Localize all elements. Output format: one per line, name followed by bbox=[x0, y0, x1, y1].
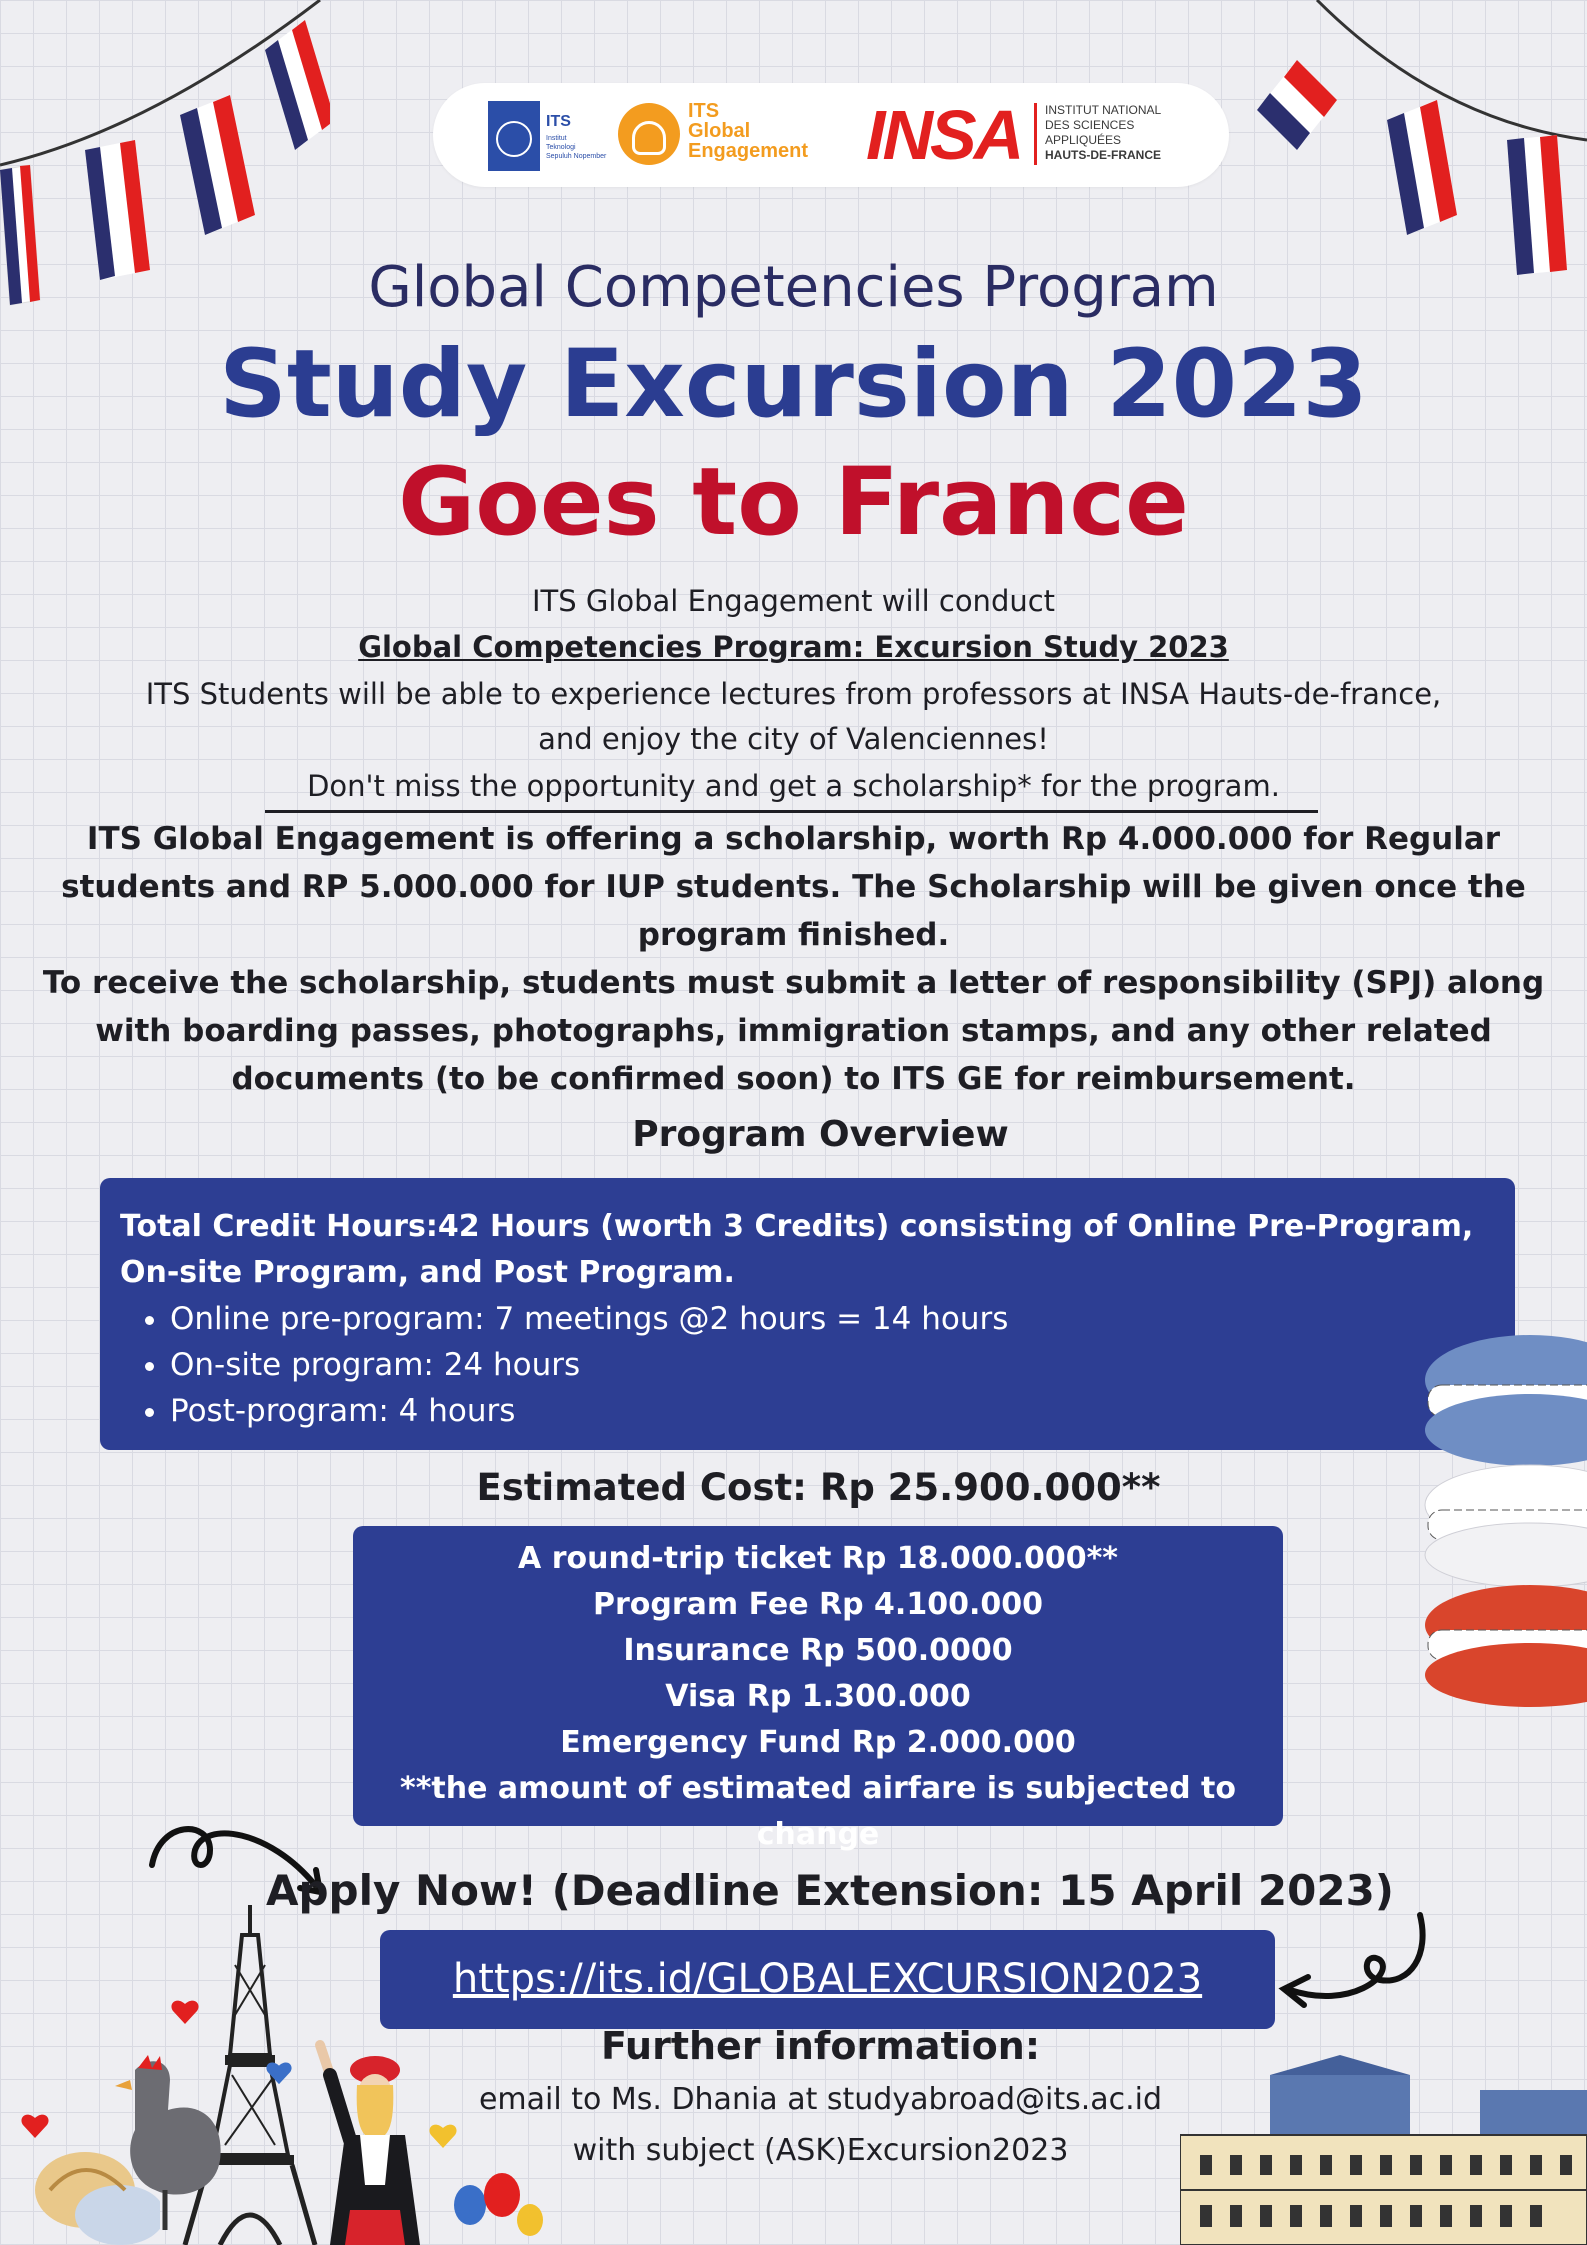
divider bbox=[265, 810, 1318, 813]
flag-3 bbox=[180, 95, 255, 235]
insa-logo-sub: HAUTS-DE-FRANCE bbox=[1045, 148, 1161, 162]
list-item: • On-site program: 24 hours bbox=[170, 1342, 1495, 1388]
scholarship-requirement: documents (to be confirmed soon) to ITS GE for reimbursement. bbox=[231, 1061, 1356, 1097]
flag-4 bbox=[265, 20, 330, 150]
ge-logo-line: ITS bbox=[688, 100, 720, 122]
list-item: • Online pre-program: 7 meetings @2 hours = 14 hours bbox=[170, 1296, 1495, 1342]
insa-logo-sub: DES SCIENCES bbox=[1045, 118, 1135, 132]
its-logo-name: ITS bbox=[546, 113, 571, 130]
contact-email: email to Ms. Dhania at studyabroad@its.ac.id bbox=[478, 2082, 1163, 2117]
balloons-icon bbox=[440, 2160, 550, 2245]
heart-icon bbox=[170, 1998, 200, 2026]
cost-box bbox=[353, 1526, 1283, 1852]
intro-text: ITS Global Engagement will conduct bbox=[531, 584, 1056, 618]
macarons-icon bbox=[1420, 1320, 1587, 1740]
program-subtitle: Global Competencies Program bbox=[368, 255, 1219, 320]
heart-icon bbox=[428, 2122, 458, 2150]
heart-icon bbox=[265, 2060, 293, 2086]
cost-title: Estimated Cost: Rp 25.900.000** bbox=[476, 1466, 1161, 1509]
page-title: Study Excursion 2023 bbox=[219, 330, 1368, 439]
contact-subject: with subject (ASK)Excursion2023 bbox=[572, 2133, 1069, 2168]
page-title-secondary: Goes to France bbox=[398, 448, 1189, 557]
global-engagement-logo bbox=[618, 99, 848, 173]
insa-logo-word: INSA bbox=[866, 96, 1022, 174]
cost-item: A round-trip ticket Rp 18.000.000** bbox=[518, 1541, 1118, 1576]
intro-callout: Don't miss the opportunity and get a scholarship* for the program. bbox=[307, 769, 1280, 803]
further-info-title: Further information: bbox=[600, 2024, 1041, 2068]
insa-logo-sub: INSTITUT NATIONAL bbox=[1045, 103, 1162, 117]
overview-list bbox=[120, 1296, 1495, 1434]
intro-text: and enjoy the city of Valenciennes! bbox=[538, 722, 1049, 756]
global-engagement-emblem-icon bbox=[618, 103, 680, 165]
flag-7 bbox=[1507, 135, 1567, 275]
intro-text: ITS Students will be able to experience lectures from professors at INSA Hauts-de-france, bbox=[145, 677, 1442, 711]
insa-logo-divider bbox=[1034, 103, 1037, 165]
cost-item: Program Fee Rp 4.100.000 bbox=[593, 1587, 1043, 1622]
flag-6 bbox=[1387, 100, 1457, 235]
intro-program-name: Global Competencies Program: Excursion Study 2023 bbox=[358, 630, 1229, 664]
logo-bar bbox=[433, 83, 1229, 187]
overview-box bbox=[100, 1178, 1515, 1450]
its-emblem-icon bbox=[488, 101, 540, 171]
registration-link[interactable]: https://its.id/GLOBALEXCURSION2023 bbox=[452, 1956, 1203, 2002]
cost-footnote: **the amount of estimated airfare is subjected to change bbox=[400, 1771, 1236, 1852]
cost-item: Insurance Rp 500.0000 bbox=[623, 1633, 1013, 1668]
its-logo-sub: Teknologi bbox=[546, 144, 576, 151]
cost-item: Visa Rp 1.300.000 bbox=[665, 1679, 971, 1714]
overview-title: Program Overview bbox=[632, 1114, 1009, 1155]
ge-logo-line: Engagement bbox=[688, 140, 809, 162]
scholarship-text: ITS Global Engagement is offering a scholarship, worth Rp 4.000.000 for Regular bbox=[86, 821, 1501, 857]
scholarship-text: students and RP 5.000.000 for IUP students. The Scholarship will be given once the bbox=[61, 869, 1526, 905]
its-logo-sub: Sepuluh Nopember bbox=[546, 153, 607, 160]
scholarship-text: program finished. bbox=[637, 917, 950, 953]
credit-hours-text: Total Credit Hours:42 Hours (worth 3 Credits) consisting of Online Pre-Program, On-site Program, and Post Program. bbox=[120, 1209, 1474, 1290]
woman-figure-icon bbox=[305, 2035, 435, 2245]
louvre-building-icon bbox=[1180, 2055, 1587, 2245]
its-logo bbox=[488, 101, 608, 171]
ge-logo-line: Global bbox=[688, 120, 751, 142]
list-item: • Post-program: 4 hours bbox=[170, 1388, 1495, 1434]
flag-5 bbox=[1257, 60, 1337, 150]
cost-item: Emergency Fund Rp 2.000.000 bbox=[560, 1725, 1076, 1760]
heart-icon bbox=[20, 2112, 50, 2140]
apply-deadline: Apply Now! (Deadline Extension: 15 April 2023) bbox=[265, 1866, 1395, 1915]
scholarship-requirement: with boarding passes, photographs, immigration stamps, and any other related bbox=[95, 1013, 1492, 1049]
insa-logo-sub: APPLIQUÉES bbox=[1045, 133, 1122, 147]
curly-arrow-icon bbox=[1270, 1905, 1440, 2015]
registration-link-box[interactable] bbox=[380, 1930, 1275, 2029]
its-logo-sub: Institut bbox=[546, 135, 567, 142]
scholarship-requirement: To receive the scholarship, students must submit a letter of responsibility (SPJ) along bbox=[42, 965, 1545, 1001]
